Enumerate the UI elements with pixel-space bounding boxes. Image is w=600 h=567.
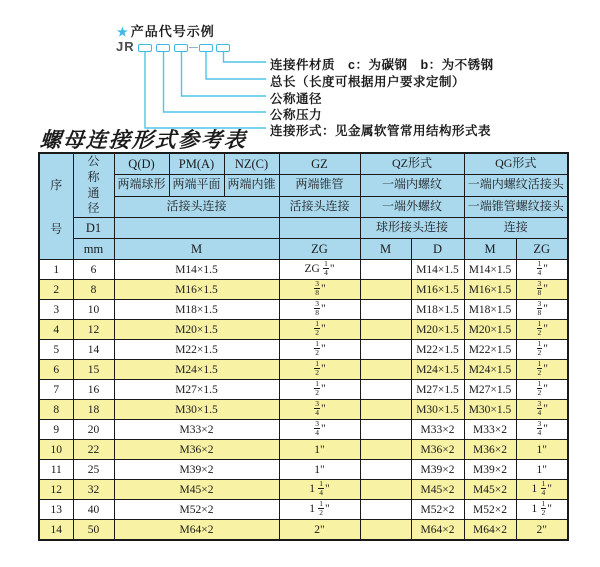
table-row: [39, 440, 568, 460]
cell-qg-m: M14×1.5: [464, 260, 516, 280]
header-desc2-qz: 一端外螺纹: [360, 196, 464, 218]
cell-m: M30×1.5: [114, 400, 279, 420]
cell-dn-mm: 10: [73, 300, 114, 320]
cell-seq: 4: [39, 320, 73, 340]
cell-qg-zg: 1 $\frac{1}{4}$ ": [516, 480, 568, 500]
cell-qz-m: [360, 400, 411, 420]
cell-qz-d: M33×2: [411, 420, 464, 440]
cell-qg-m: M18×1.5: [464, 300, 516, 320]
header-desc-qz: 一端内螺纹: [360, 175, 464, 197]
cell-qg-m: M45×2: [464, 480, 516, 500]
header-unit-zg: ZG: [279, 239, 360, 260]
header-mm: mm: [73, 239, 114, 260]
table-row: [39, 320, 568, 340]
cell-zg: $\frac{3}{4}$ ": [279, 420, 360, 440]
header-unit-qg-m: M: [464, 239, 516, 260]
cell-qg-m: M27×1.5: [464, 380, 516, 400]
cell-qg-zg: $\frac{1}{2}$ ": [516, 380, 568, 400]
cell-seq: 3: [39, 300, 73, 320]
cell-qz-m: [360, 440, 411, 460]
cell-zg: 1": [279, 460, 360, 480]
header-form-qz: QZ形式: [360, 153, 464, 175]
header-seq: 序 号: [39, 153, 73, 260]
cell-qz-d: M36×2: [411, 440, 464, 460]
label-total-length: 总长（长度可根据用户要求定制）: [270, 75, 466, 89]
cell-dn-mm: 40: [73, 500, 114, 520]
cell-seq: 12: [39, 480, 73, 500]
cell-seq: 11: [39, 460, 73, 480]
cell-qz-m: [360, 280, 411, 300]
code-prefix: JR: [116, 39, 135, 54]
nut-connection-table: [38, 152, 569, 541]
cell-zg: $\frac{1}{2}$ ": [279, 340, 360, 360]
cell-qz-m: [360, 380, 411, 400]
header-unit-m: M: [114, 239, 279, 260]
table-body: [39, 260, 568, 540]
cell-m: M20×1.5: [114, 320, 279, 340]
star-icon: ★: [117, 25, 129, 39]
cell-qz-d: M20×1.5: [411, 320, 464, 340]
cell-qg-zg: 1": [516, 460, 568, 480]
cell-seq: 2: [39, 280, 73, 300]
cell-zg: 1 $\frac{1}{2}$ ": [279, 500, 360, 520]
cell-zg: $\frac{3}{8}$ ": [279, 280, 360, 300]
cell-seq: 6: [39, 360, 73, 380]
cell-zg: $\frac{1}{2}$ ": [279, 380, 360, 400]
cell-m: M33×2: [114, 420, 279, 440]
label-material: 连接件材质 c：为碳钢 b：为不锈钢: [270, 58, 494, 72]
cell-qg-zg: 1 $\frac{1}{2}$ ": [516, 500, 568, 520]
table-title: 螺母连接形式参考表: [39, 127, 248, 152]
cell-qz-d: M27×1.5: [411, 380, 464, 400]
cell-qz-m: [360, 340, 411, 360]
cell-dn-mm: 20: [73, 420, 114, 440]
cell-m: M64×2: [114, 520, 279, 540]
cell-qz-m: [360, 420, 411, 440]
table-row: [39, 260, 568, 280]
header-nominal-diameter: 公 称 通 径: [73, 153, 114, 218]
cell-seq: 10: [39, 440, 73, 460]
header-unit-qz-m: M: [360, 239, 411, 260]
cell-qg-m: M64×2: [464, 520, 516, 540]
cell-dn-mm: 8: [73, 280, 114, 300]
header-desc2-qg: 一端锥管螺纹接头: [464, 196, 568, 218]
cell-qz-m: [360, 260, 411, 280]
cell-qz-d: M14×1.5: [411, 260, 464, 280]
cell-zg: 2": [279, 520, 360, 540]
cell-qg-m: M24×1.5: [464, 360, 516, 380]
cell-qg-m: M36×2: [464, 440, 516, 460]
table-row: [39, 500, 568, 520]
cell-m: M22×1.5: [114, 340, 279, 360]
table-row: [39, 340, 568, 360]
cell-qg-zg: $\frac{3}{8}$ ": [516, 300, 568, 320]
cell-zg: 1 $\frac{1}{4}$ ": [279, 480, 360, 500]
label-nominal-diameter: 公称通径: [270, 92, 323, 106]
cell-seq: 1: [39, 260, 73, 280]
header-desc-nzc: 两端内锥: [224, 175, 279, 197]
cell-dn-mm: 18: [73, 400, 114, 420]
cell-m: M16×1.5: [114, 280, 279, 300]
header-desc3-qz: 球形接头连接: [360, 218, 464, 239]
label-connection-form: 连接形式：见金属软管常用结构形式表: [270, 124, 492, 138]
cell-m: M18×1.5: [114, 300, 279, 320]
cell-qg-zg: $\frac{1}{4}$ ": [516, 260, 568, 280]
table-row: [39, 400, 568, 420]
cell-dn-mm: 14: [73, 340, 114, 360]
cell-zg: 1": [279, 440, 360, 460]
cell-qg-zg: $\frac{3}{8}$ ": [516, 280, 568, 300]
cell-qg-zg: $\frac{1}{2}$ ": [516, 340, 568, 360]
cell-qg-m: M20×1.5: [464, 320, 516, 340]
header-form-qd: Q(D): [114, 153, 169, 175]
table-row: [39, 280, 568, 300]
header-desc-pma: 两端平面: [169, 175, 224, 197]
cell-qz-m: [360, 520, 411, 540]
cell-qz-d: M45×2: [411, 480, 464, 500]
cell-qg-m: M52×2: [464, 500, 516, 520]
cell-seq: 13: [39, 500, 73, 520]
cell-qz-d: M16×1.5: [411, 280, 464, 300]
cell-qz-m: [360, 300, 411, 320]
cell-m: M14×1.5: [114, 260, 279, 280]
cell-qz-d: M52×2: [411, 500, 464, 520]
cell-qg-zg: $\frac{1}{2}$ ": [516, 360, 568, 380]
cell-m: M36×2: [114, 440, 279, 460]
cell-seq: 7: [39, 380, 73, 400]
cell-qz-m: [360, 500, 411, 520]
cell-qz-m: [360, 460, 411, 480]
table-row: [39, 520, 568, 540]
table-row: [39, 360, 568, 380]
label-nominal-pressure: 公称压力: [270, 108, 323, 122]
cell-qg-m: M22×1.5: [464, 340, 516, 360]
cell-seq: 8: [39, 400, 73, 420]
cell-m: M24×1.5: [114, 360, 279, 380]
table-row: [39, 480, 568, 500]
cell-qg-zg: $\frac{1}{2}$ ": [516, 320, 568, 340]
cell-dn-mm: 16: [73, 380, 114, 400]
cell-dn-mm: 15: [73, 360, 114, 380]
cell-m: M45×2: [114, 480, 279, 500]
header-form-gz: GZ: [279, 153, 360, 175]
table-row: [39, 420, 568, 440]
cell-dn-mm: 12: [73, 320, 114, 340]
cell-m: M39×2: [114, 460, 279, 480]
header-blank-gz: [279, 218, 360, 239]
cell-zg: $\frac{3}{4}$ ": [279, 400, 360, 420]
header-desc3-qg: 连接: [464, 218, 568, 239]
header-form-qg: QG形式: [464, 153, 568, 175]
cell-zg: $\frac{3}{8}$ ": [279, 300, 360, 320]
header-desc-qd: 两端球形: [114, 175, 169, 197]
cell-qz-d: M24×1.5: [411, 360, 464, 380]
cell-seq: 5: [39, 340, 73, 360]
cell-m: M52×2: [114, 500, 279, 520]
cell-qz-d: M30×1.5: [411, 400, 464, 420]
header-form-pma: PM(A): [169, 153, 224, 175]
cell-qg-zg: $\frac{3}{4}$ ": [516, 420, 568, 440]
header-blank-m: [114, 218, 279, 239]
cell-zg: $\frac{1}{2}$ ": [279, 360, 360, 380]
cell-m: M27×1.5: [114, 380, 279, 400]
cell-dn-mm: 25: [73, 460, 114, 480]
cell-zg: ZG $\frac{1}{4}$ ": [279, 260, 360, 280]
cell-qz-m: [360, 320, 411, 340]
header-form-nzc: NZ(C): [224, 153, 279, 175]
cell-qg-m: M33×2: [464, 420, 516, 440]
header-desc-gz: 两端锥管: [279, 175, 360, 197]
cell-qg-m: M39×2: [464, 460, 516, 480]
cell-seq: 9: [39, 420, 73, 440]
cell-qz-d: M39×2: [411, 460, 464, 480]
header-unit-qz-d: D: [411, 239, 464, 260]
cell-qg-m: M16×1.5: [464, 280, 516, 300]
header-desc2-gz: 活接头连接: [279, 196, 360, 218]
cell-dn-mm: 6: [73, 260, 114, 280]
table-row: [39, 300, 568, 320]
cell-seq: 14: [39, 520, 73, 540]
cell-qz-d: M64×2: [411, 520, 464, 540]
cell-qz-m: [360, 360, 411, 380]
table-row: [39, 460, 568, 480]
cell-dn-mm: 32: [73, 480, 114, 500]
header-desc2-union: 活接头连接: [114, 196, 279, 218]
header-d1: D1: [73, 218, 114, 239]
cell-qz-m: [360, 480, 411, 500]
cell-dn-mm: 22: [73, 440, 114, 460]
header-desc-qg: 一端内螺纹活接头: [464, 175, 568, 197]
cell-dn-mm: 50: [73, 520, 114, 540]
cell-qz-d: M22×1.5: [411, 340, 464, 360]
cell-qg-zg: 1": [516, 440, 568, 460]
header-unit-qg-zg: ZG: [516, 239, 568, 260]
table-row: [39, 380, 568, 400]
cell-qg-zg: $\frac{3}{4}$ ": [516, 400, 568, 420]
table-header: [39, 153, 568, 260]
cell-qg-zg: 2": [516, 520, 568, 540]
cell-qz-d: M18×1.5: [411, 300, 464, 320]
cell-zg: $\frac{1}{2}$ ": [279, 320, 360, 340]
diagram-heading-text: 产品代号示例: [130, 24, 215, 39]
cell-qg-m: M30×1.5: [464, 400, 516, 420]
